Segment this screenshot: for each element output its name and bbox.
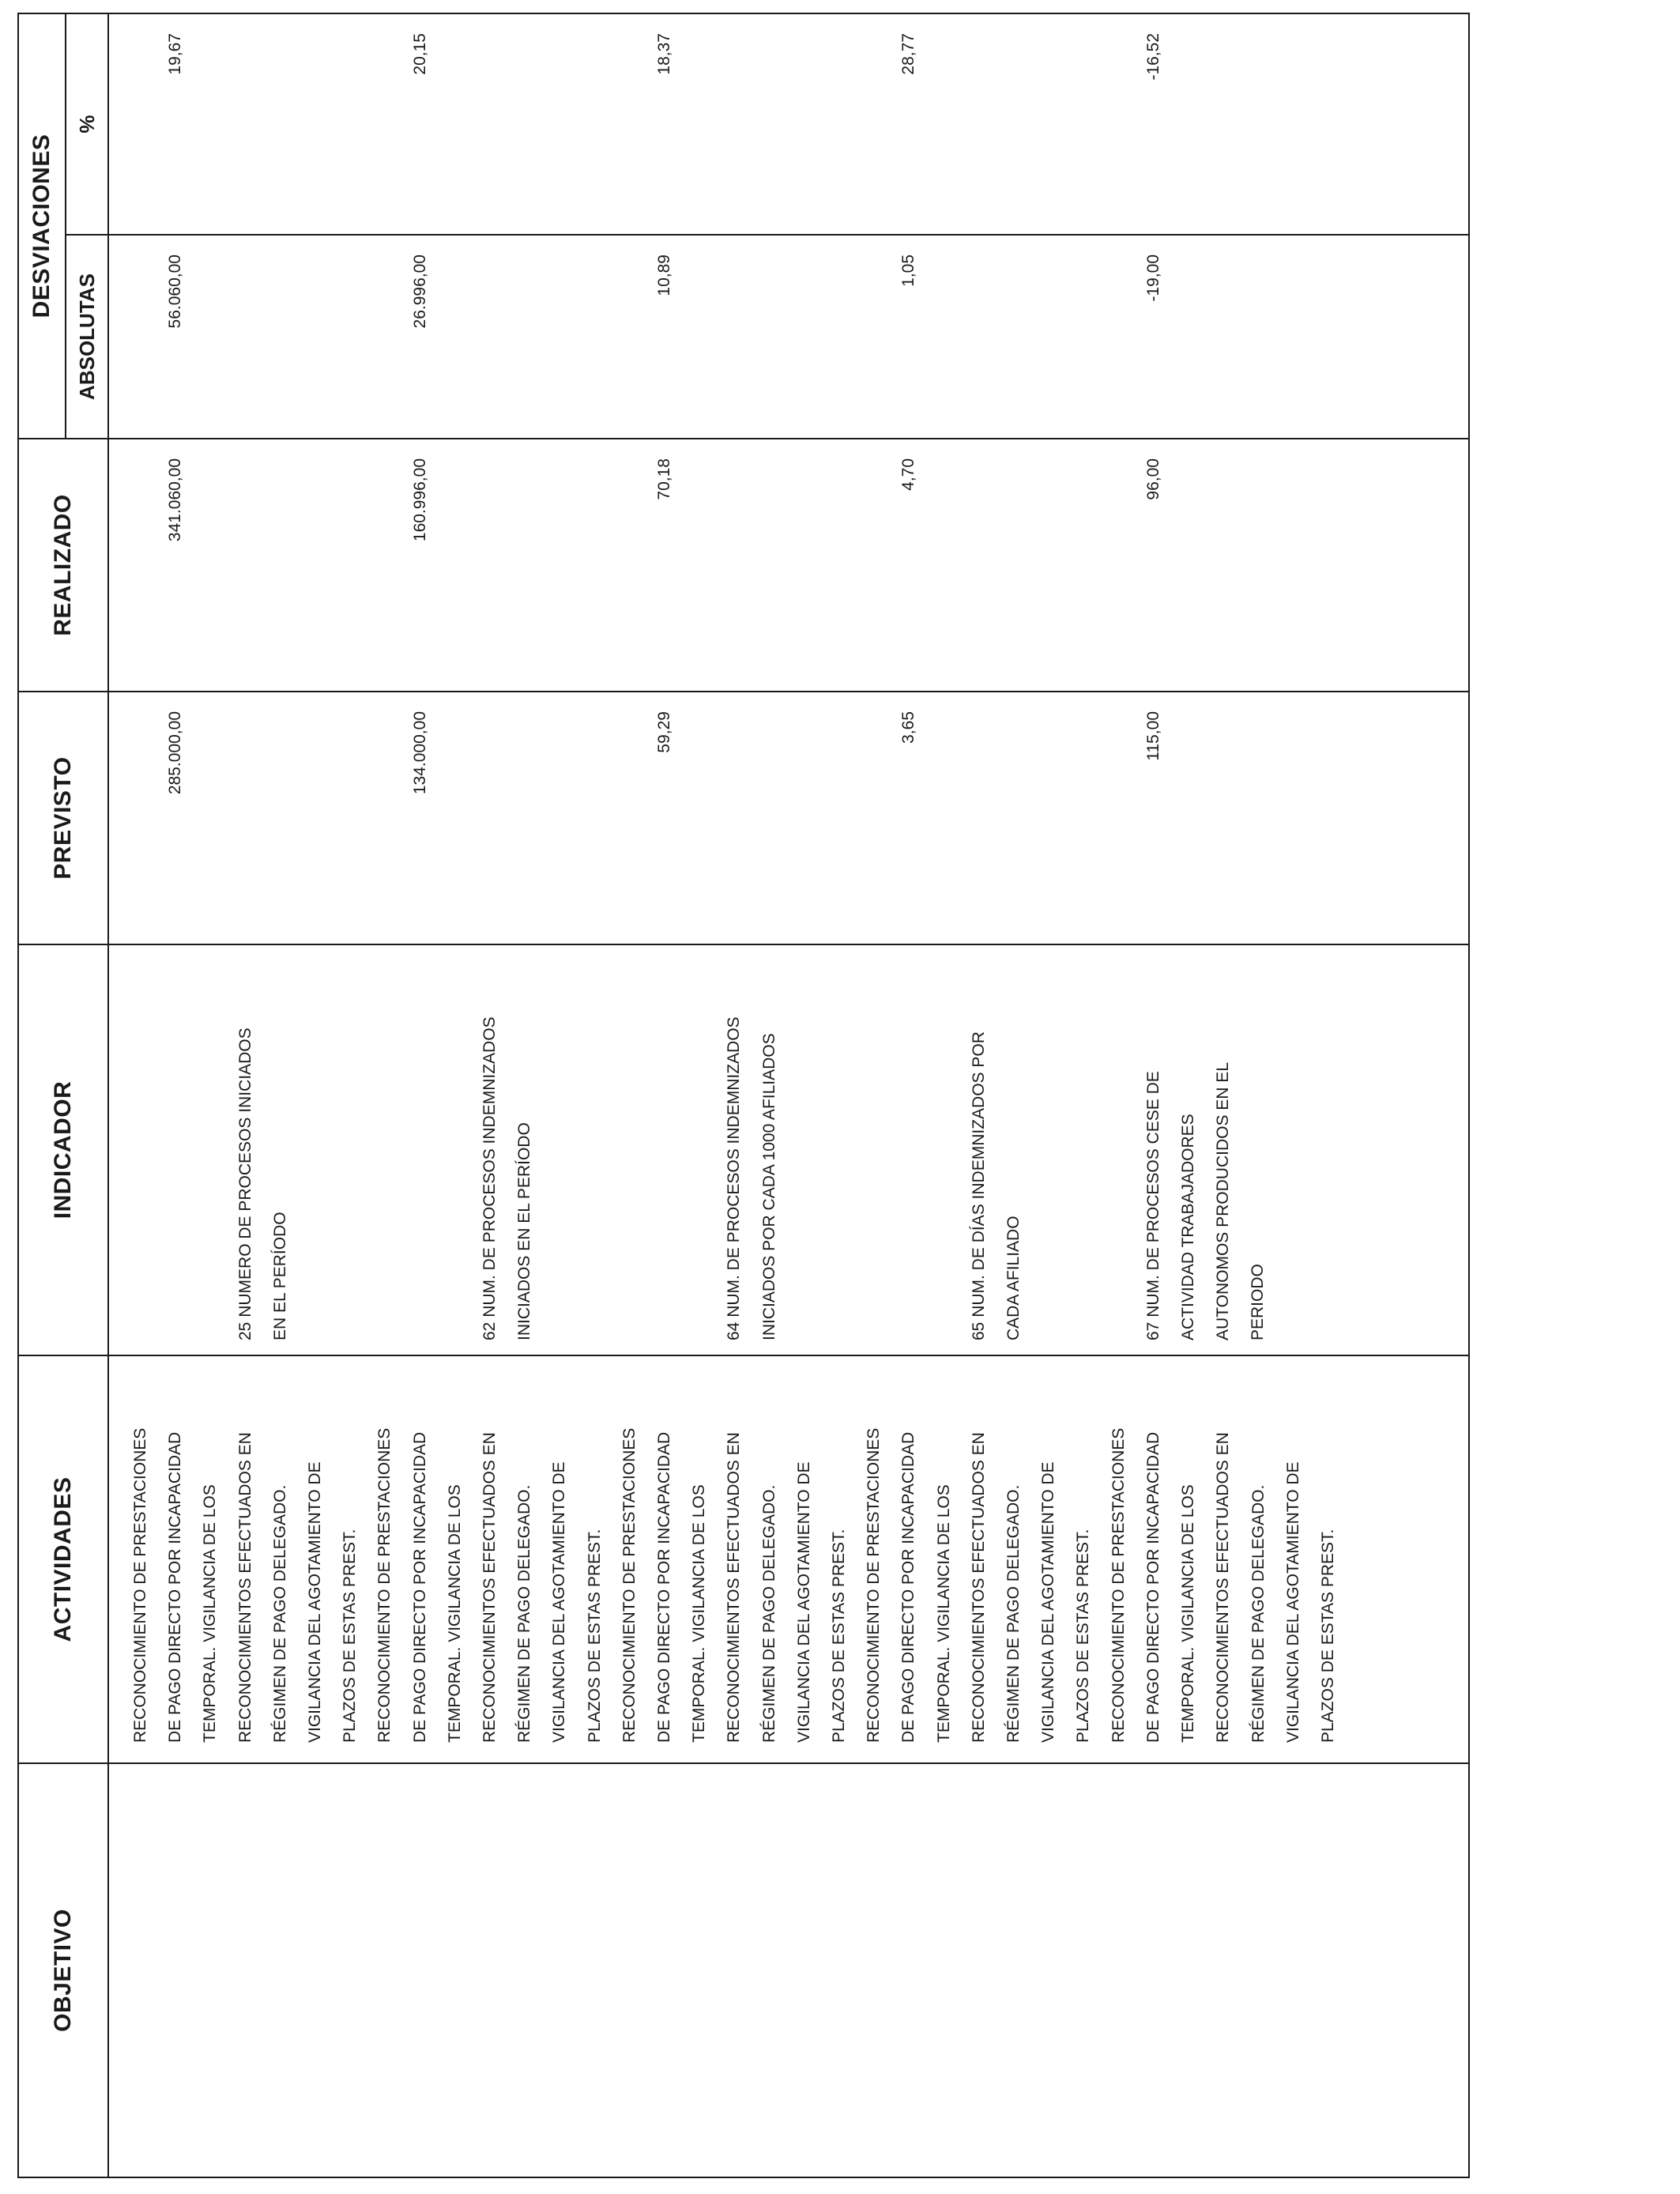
- actividades-line: RECONOCIMIENTOS EFECTUADOS EN: [480, 1432, 499, 1743]
- body-row: [108, 13, 1469, 2177]
- actividades-line: VIGILANCIA DEL AGOTAMIENTO DE: [306, 1461, 325, 1743]
- actividades-line: RECONOCIMIENTO DE PRESTACIONES: [131, 1427, 149, 1743]
- actividades-line: DE PAGO DIRECTO POR INCAPACIDAD: [166, 1431, 185, 1743]
- actividades-line: RÉGIMEN DE PAGO DELEGADO.: [1249, 1484, 1268, 1743]
- header-realizado: REALIZADO: [18, 439, 108, 692]
- actividades-line: RÉGIMEN DE PAGO DELEGADO.: [759, 1484, 778, 1743]
- actividades-line: RECONOCIMIENTO DE PRESTACIONES: [375, 1427, 394, 1743]
- actividades-line: PLAZOS DE ESTAS PREST.: [1074, 1529, 1093, 1743]
- previsto-value: 134.000,00: [410, 711, 429, 795]
- porcentaje-value: 18,37: [655, 33, 673, 75]
- indicador-line: 62 NUM. DE PROCESOS INDEMNIZADOS: [480, 1016, 499, 1340]
- actividades-line: RECONOCIMIENTOS EFECTUADOS EN: [969, 1432, 988, 1743]
- indicador-line: 67 NUM. DE PROCESOS CESE DE: [1143, 1071, 1162, 1340]
- actividades-line: PLAZOS DE ESTAS PREST.: [1318, 1529, 1337, 1743]
- actividades-line: RÉGIMEN DE PAGO DELEGADO.: [1004, 1484, 1023, 1743]
- realizado-column: [109, 439, 1468, 691]
- realizado-value: 341.060,00: [166, 458, 185, 542]
- header-indicador: INDICADOR: [18, 944, 108, 1355]
- actividades-line: DE PAGO DIRECTO POR INCAPACIDAD: [1143, 1431, 1162, 1743]
- absolutas-value: 1,05: [899, 254, 918, 287]
- indicador-entry: [228, 945, 298, 1355]
- realizado-value: 160.996,00: [410, 458, 429, 542]
- previsto-column: [109, 692, 1468, 944]
- porcentaje-value: -16,52: [1143, 33, 1162, 81]
- header-actividades: ACTIVIDADES: [18, 1355, 108, 1763]
- indicador-line: ACTIVIDAD TRABAJADORES: [1179, 1114, 1197, 1340]
- indicador-line: INICIADOS POR CADA 1000 AFILIADOS: [759, 1033, 778, 1340]
- actividades-text: [109, 1356, 1346, 1762]
- indicador-line: EN EL PERÍODO: [270, 1212, 289, 1340]
- actividades-line: VIGILANCIA DEL AGOTAMIENTO DE: [550, 1461, 569, 1743]
- indicador-entry: [717, 945, 786, 1355]
- actividades-line: PLAZOS DE ESTAS PREST.: [830, 1529, 849, 1743]
- indicador-line: AUTONOMOS PRODUCIDOS EN EL: [1214, 1062, 1233, 1340]
- header-previsto: PREVISTO: [18, 692, 108, 944]
- actividades-line: PLAZOS DE ESTAS PREST.: [341, 1529, 360, 1743]
- actividades-line: PLAZOS DE ESTAS PREST.: [585, 1529, 604, 1743]
- actividades-line: RECONOCIMIENTO DE PRESTACIONES: [1109, 1427, 1128, 1743]
- actividades-line: TEMPORAL. VIGILANCIA DE LOS: [445, 1484, 464, 1743]
- absolutas-value: 26.996,00: [410, 254, 429, 329]
- indicador-line: 64 NUM. DE PROCESOS INDEMNIZADOS: [725, 1016, 744, 1340]
- actividades-line: TEMPORAL. VIGILANCIA DE LOS: [690, 1484, 709, 1743]
- previsto-value: 115,00: [1143, 711, 1162, 761]
- actividades-line: RÉGIMEN DE PAGO DELEGADO.: [270, 1484, 289, 1743]
- objetivo-cell: [108, 1763, 1469, 2177]
- realizado-value: 96,00: [1143, 458, 1162, 500]
- header-desviaciones: DESVIACIONES: [18, 13, 66, 439]
- previsto-cell: [108, 692, 1469, 944]
- actividades-line: TEMPORAL. VIGILANCIA DE LOS: [201, 1484, 220, 1743]
- header-objetivo: OBJETIVO: [18, 1763, 108, 2177]
- indicador-column: [109, 945, 1468, 1355]
- actividades-line: RECONOCIMIENTO DE PRESTACIONES: [864, 1427, 883, 1743]
- actividades-line: RECONOCIMIENTOS EFECTUADOS EN: [235, 1432, 254, 1743]
- indicador-line: 25 NUMERO DE PROCESOS INICIADOS: [235, 1027, 254, 1340]
- indicador-line: CADA AFILIADO: [1004, 1216, 1023, 1340]
- porcentaje-cell: [108, 13, 1469, 235]
- actividades-line: VIGILANCIA DEL AGOTAMIENTO DE: [1039, 1461, 1058, 1743]
- indicador-line: PERIODO: [1249, 1264, 1268, 1340]
- actividades-line: TEMPORAL. VIGILANCIA DE LOS: [934, 1484, 953, 1743]
- absolutas-value: 56.060,00: [166, 254, 185, 329]
- indicador-line: 65 NUM. DE DÍAS INDEMNIZADOS POR: [969, 1031, 988, 1340]
- actividades-line: RECONOCIMIENTOS EFECTUADOS EN: [725, 1432, 744, 1743]
- porcentaje-value: 28,77: [899, 33, 918, 75]
- actividades-line: VIGILANCIA DEL AGOTAMIENTO DE: [1283, 1461, 1302, 1743]
- actividades-line: VIGILANCIA DEL AGOTAMIENTO DE: [794, 1461, 813, 1743]
- actividades-line: RÉGIMEN DE PAGO DELEGADO.: [515, 1484, 534, 1743]
- actividades-cell: [108, 1355, 1469, 1763]
- realizado-value: 70,18: [655, 458, 673, 500]
- previsto-value: 59,29: [655, 711, 673, 753]
- actividades-line: RECONOCIMIENTO DE PRESTACIONES: [620, 1427, 638, 1743]
- indicador-line: INICIADOS EN EL PERÍODO: [515, 1122, 534, 1340]
- actividades-line: DE PAGO DIRECTO POR INCAPACIDAD: [410, 1431, 429, 1743]
- actividades-line: RECONOCIMIENTOS EFECTUADOS EN: [1214, 1432, 1233, 1743]
- activities-table: [17, 13, 1470, 2178]
- previsto-value: 285.000,00: [166, 711, 185, 795]
- previsto-value: 3,65: [899, 711, 918, 744]
- indicador-cell: [108, 944, 1469, 1355]
- indicador-entry: [962, 945, 1031, 1355]
- actividades-line: DE PAGO DIRECTO POR INCAPACIDAD: [655, 1431, 674, 1743]
- header-porcentaje: %: [66, 13, 108, 235]
- porcentaje-value: 20,15: [410, 33, 429, 75]
- indicador-entry: [1136, 945, 1276, 1355]
- header-absolutas: ABSOLUTAS: [66, 235, 108, 439]
- absolutas-cell: [108, 235, 1469, 439]
- porcentaje-column: [109, 14, 1468, 234]
- porcentaje-value: 19,67: [166, 33, 185, 75]
- realizado-cell: [108, 439, 1469, 692]
- absolutas-column: [109, 236, 1468, 438]
- absolutas-value: -19,00: [1143, 254, 1162, 302]
- header-row: [18, 13, 66, 2177]
- actividades-line: DE PAGO DIRECTO POR INCAPACIDAD: [899, 1431, 918, 1743]
- actividades-line: TEMPORAL. VIGILANCIA DE LOS: [1179, 1484, 1198, 1743]
- absolutas-value: 10,89: [655, 254, 673, 296]
- indicador-entry: [473, 945, 542, 1355]
- realizado-value: 4,70: [899, 458, 918, 491]
